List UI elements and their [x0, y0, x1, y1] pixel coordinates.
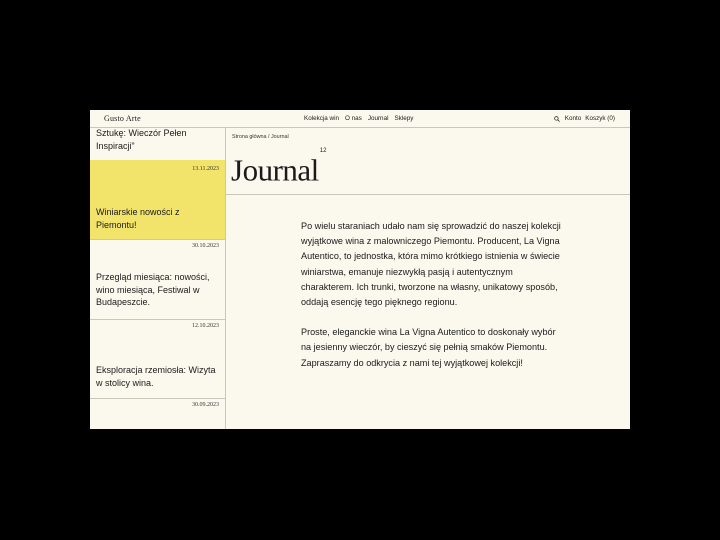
cart-link[interactable]: Koszyk (0) [585, 115, 615, 122]
menu-item-journal[interactable]: Journal [367, 115, 389, 122]
menu-item-collection[interactable]: Kolekcja win [304, 115, 339, 122]
website-frame [90, 110, 630, 429]
post-count: 12 [319, 148, 327, 154]
page-title [231, 148, 326, 190]
article-body [301, 219, 566, 386]
menu-item-about[interactable]: O nas [345, 115, 362, 122]
post-date: 30.09.2023 [192, 402, 219, 408]
menu-item-shops[interactable]: Sklepy [394, 115, 414, 122]
post-title: Winiarskie nowości z Piemontu! [96, 207, 180, 230]
post-date: 30.10.2023 [192, 243, 219, 249]
article-paragraph: Po wielu staraniach udało nam się sprowadzić do naszej kolekcji wyjątkowe wina z malowniczego Piemontu. Producent, La Vigna Autentico, to jednostka, która mimo krótkiego istnienia w świecie winiarstwa, emanuje niezwykłą pasją i autentycznym charakterem. Ich trunki, tworzone na własny, unikatowy sposób, oddają esencję tego pięknego regionu. [301, 221, 561, 308]
journal-post-list [90, 128, 226, 429]
post-item[interactable] [90, 240, 225, 320]
post-title: Przegląd miesiąca: nowości, wino miesiąca, Festiwal w Budapeszcie. [96, 272, 210, 307]
site-logo[interactable]: Gusto Arte [104, 114, 141, 123]
post-title: Eksploracja rzemiosła: Wizyta w stolicy wina. [96, 365, 216, 388]
post-date: 13.11.2023 [192, 166, 219, 172]
breadcrumb[interactable]: Strona główna / Journal [232, 134, 289, 140]
post-item[interactable] [90, 320, 225, 399]
main-menu [304, 115, 413, 122]
post-item[interactable] [90, 399, 225, 429]
article-paragraph: Proste, eleganckie wina La Vigna Autentico to doskonały wybór na jesienny wieczór, by cieszyć się pełnią smaków Piemontu. Zapraszamy do odkrycia z nami tej wyjątkowej kolekcji! [301, 327, 556, 368]
divider [226, 194, 630, 195]
post-item-active[interactable] [90, 160, 225, 240]
search-icon[interactable] [554, 116, 560, 122]
account-link[interactable]: Konto [564, 115, 582, 122]
article-content [226, 128, 630, 429]
page-title-text: Journal [231, 152, 319, 188]
post-title: Sztukę: Wieczór Pełen Inspiracji” [96, 128, 187, 151]
post-date: 12.10.2023 [192, 323, 219, 329]
user-actions [554, 115, 615, 122]
